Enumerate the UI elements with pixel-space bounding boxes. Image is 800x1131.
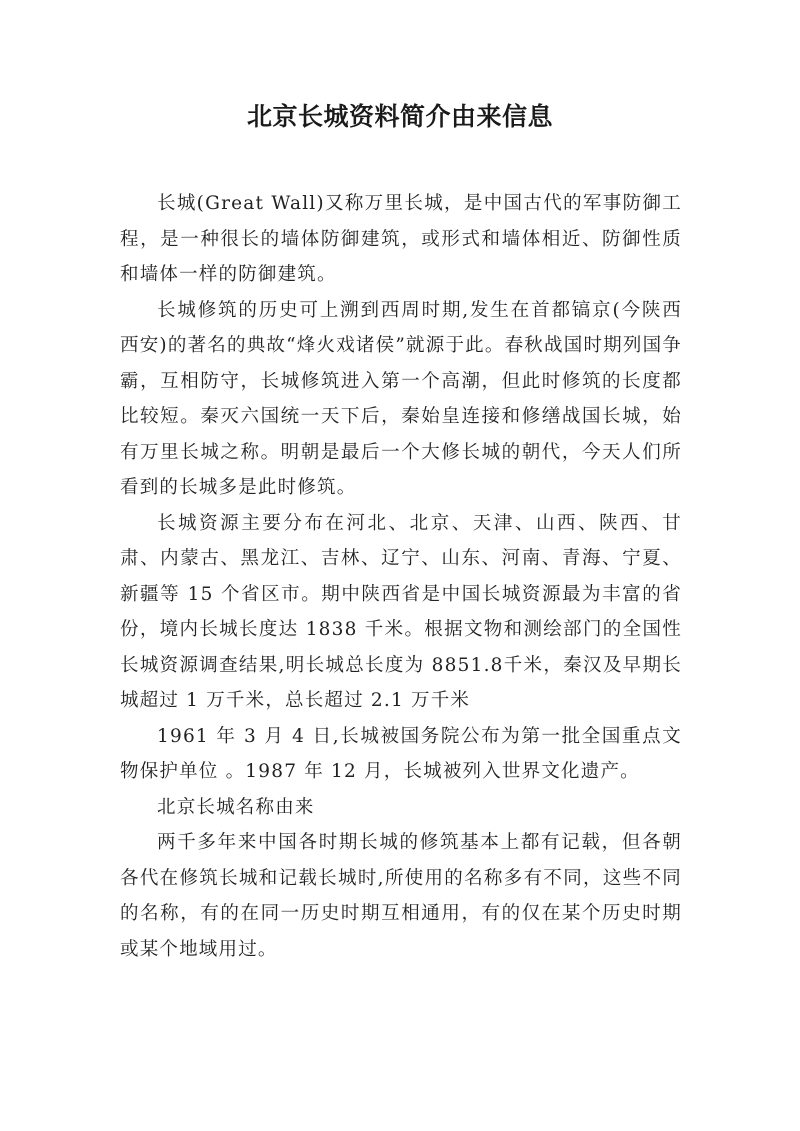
section-heading-name-origin: 北京长城名称由来: [157, 796, 315, 818]
paragraph-name-origin: 两千多年来中国各时期长城的修筑基本上都有记载，但各朝各代在修筑长城和记载长城时,所使用的名称多有不同，这些不同的名称，有的在同一历史时期互相通用，有的仅在某个历史时期或某个地域用过。: [120, 832, 682, 960]
paragraph-history: 长城修筑的历史可上溯到西周时期,发生在首都镐京(今陕西西安)的著名的典故“烽火戏诸侯”就源于此。春秋战国时期列国争霸，互相防守，长城修筑进入第一个高潮，但此时修筑的长度都比较短。秦灭六国统一天下后，秦始皇连接和修缮战国长城，始有万里长城之称。明朝是最后一个大修长城的朝代，今天人们所看到的长城多是此时修筑。: [120, 299, 682, 498]
paragraph-intro: 长城(Great Wall)又称万里长城，是中国古代的军事防御工程，是一种很长的墙体防御建筑，或形式和墙体相近、防御性质和墙体一样的防御建筑。: [120, 193, 682, 285]
document-title: 北京长城资料简介由来信息: [246, 102, 553, 131]
document-body: [120, 186, 682, 967]
paragraph-distribution: 长城资源主要分布在河北、北京、天津、山西、陕西、甘肃、内蒙古、黑龙江、吉林、辽宁、山东、河南、青海、宁夏、新疆等 15 个省区市。期中陕西省是中国长城资源最为丰富的省份，境内长城长度达 1838 千米。根据文物和测绘部门的全国性长城资源调查结果,明长城总长度为 8851.8千米，秦汉及早期长城超过 1 万千米，总长超过 2.1 万千米: [120, 512, 682, 711]
paragraph-heritage: 1961 年 3 月 4 日,长城被国务院公布为第一批全国重点文物保护单位 。1987 年 12 月，长城被列入世界文化遗产。: [120, 725, 682, 782]
